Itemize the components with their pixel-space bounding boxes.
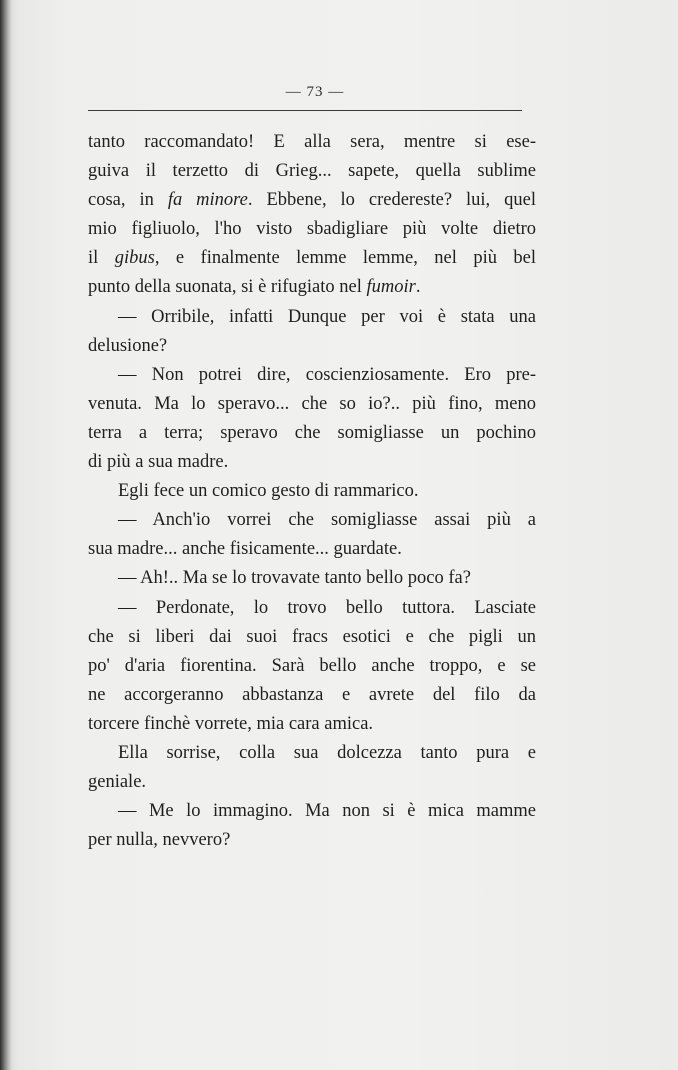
text-line: cosa, in fa minore. Ebbene, lo credereste? lui, quel xyxy=(88,190,536,211)
text-line: terra a terra; speravo che somigliasse un pochino xyxy=(88,422,536,443)
binding-edge xyxy=(0,0,12,1070)
text-line: il gibus, e finalmente lemme lemme, nel più bel xyxy=(88,248,537,269)
text-line: delusione? xyxy=(88,335,168,356)
text-line: tanto raccomandato! E alla sera, mentre si ese- xyxy=(88,132,536,152)
text-line: — Anch'io vorrei che somigliasse assai più a xyxy=(118,510,536,531)
text-line: Ella sorrise, colla sua dolcezza tanto pura e xyxy=(118,742,536,763)
text-line: Egli fece un comico gesto di rammarico. xyxy=(118,481,419,502)
text-line: mio figliuolo, l'ho visto sbadigliare più volte dietro xyxy=(88,219,536,240)
text-line: — Perdonate, lo trovo bello tuttora. Lasciate xyxy=(118,597,536,618)
text-line: geniale. xyxy=(88,772,147,793)
text-line: venuta. Ma lo speravo... che so io?.. più fino, meno xyxy=(88,393,536,414)
text-line: — Non potrei dire, coscienziosamente. Ero pre- xyxy=(118,364,536,385)
text-line: ne accorgeranno abbastanza e avrete del filo da xyxy=(88,684,536,705)
text-line: guiva il terzetto di Grieg... sapete, quella sublime xyxy=(88,161,536,182)
text-line: — Orribile, infatti Dunque per voi è stata una xyxy=(118,306,536,327)
text-line: per nulla, nevvero? xyxy=(88,830,231,851)
header-rule xyxy=(88,110,522,111)
text-line: — Ah!.. Ma se lo trovavate tanto bello poco fa? xyxy=(118,568,471,589)
text-line: po' d'aria fiorentina. Sarà bello anche troppo, e se xyxy=(88,655,536,676)
text-line: sua madre... anche fisicamente... guardate. xyxy=(88,539,402,560)
body-text xyxy=(88,128,536,855)
page-number: — 73 — xyxy=(285,84,345,100)
text-line: di più a sua madre. xyxy=(88,452,229,473)
text-line: che si liberi dai suoi fracs esotici e che pigli un xyxy=(88,626,536,647)
text-line: punto della suonata, si è rifugiato nel fumoir. xyxy=(88,277,421,298)
text-line: torcere finchè vorrete, mia cara amica. xyxy=(88,713,374,734)
text-line: — Me lo immagino. Ma non si è mica mamme xyxy=(118,801,536,822)
